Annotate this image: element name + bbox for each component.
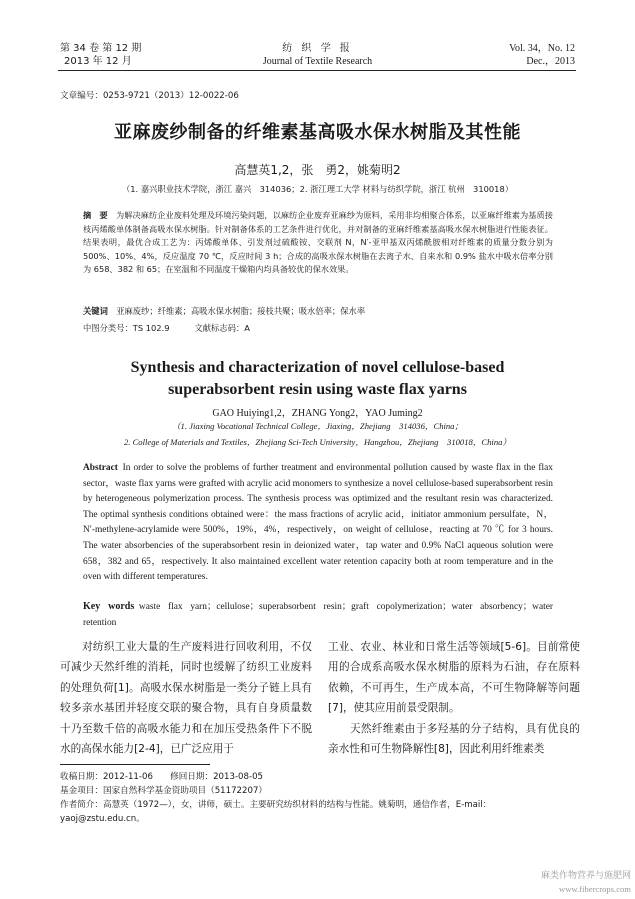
document-code: 文献标志码：A [194,323,250,333]
paper-title-en [0,357,635,401]
affiliation-cn: （1. 嘉兴职业技术学院，浙江 嘉兴 314036；2. 浙江理工大学 材料与纺织学院，浙江 杭州 310018） [121,184,514,194]
keywords-text-cn: 亚麻废纱；纤维素；高吸水保水树脂；接枝共聚；吸水倍率；保水率 [116,306,366,316]
authors-cn: 高慧英1,2，张 勇2，姚菊明2 [234,163,401,177]
footnote-block [60,770,560,826]
issue-volume-en: Vol. 34，No. 12 [509,43,575,54]
keywords-cn [83,305,365,317]
article-number: 文章编号：0253-9721（2013）12-0022-06 [60,91,239,101]
issue-volume: 第 34 卷 第 12 期 [60,43,142,54]
body-right-column [328,637,580,759]
paper-title-cn: 亚麻废纱制备的纤维素基高吸水保水树脂及其性能 [114,122,521,143]
affiliation-en-1: （1. Jiaxing Vocational Technical College，Jiaxing，Zhejiang 314036，China； [171,421,464,431]
keywords-label-en: Key words [83,601,135,612]
header-rule [58,70,576,71]
keywords-en [83,599,553,631]
issue-date-en: Dec.，2013 [526,56,575,67]
footnote-dates: 收稿日期：2012-11-06 修回日期：2013-08-05 [60,772,264,782]
body-right-paragraph-1: 工业、农业、林业和日常生活等领域[5-6]。目前常使用的合成系高吸水保水树脂的原料为石油，存在原料依赖，不可再生，生产成本高，不可生物降解等问题[7]，使其应用前景受限制。 [328,641,580,715]
issue-info-right [509,42,575,68]
authors-en: GAO Huiying1,2，ZHANG Yong2，YAO Juming2 [212,408,423,419]
abstract-cn [83,209,553,277]
body-right-paragraph-2: 天然纤维素由于多羟基的分子结构，具有优良的亲水性和可生物降解性[8]，因此利用纤维素类 [328,722,580,756]
classification-line [83,322,250,334]
keywords-label-cn: 关键词 [83,306,108,316]
journal-name-cn: 纺 织 学 报 [282,43,353,54]
paper-title-en-line1: Synthesis and characterization of novel cellulose-based [130,359,505,376]
watermark-url: www.fibercrops.com [559,884,631,894]
affiliation-en-2: 2. College of Materials and Textiles，Zhejiang Sci-Tech University，Hangzhou，Zhejiang 310018，China） [123,437,512,447]
abstract-text-en: In order to solve the problems of further treatment and environmental pollution caused by waste flax in the flax sector，waste flax yarns were grafted with acrylic acid monomers to synthesize a novel cellulose-based superabsorbent resin by heterogeneous polymerization process. The synthesis process was optimized and the resultant resin was characterized. The optimal synthesis conditions obtained were：the mass fractions of acrylic acid，initiator ammonium persulfate，N，N′-methylene-acrylamide were 500%，19%，4%，respectively，on weight of cellulose，reacting at 70 ℃ for 3 hours. The water absorbencies of the superabsorbent resin in deionized water，tap water and 0.9% NaCl aqueous solution were 658，382 and 65，respectively. It also maintained excellent water retention capacity both at room temperature and in the oven with different temperatures. [83,463,553,583]
footnote-fund: 基金项目：国家自然科学基金资助项目（51172207） [60,786,268,796]
abstract-en [83,461,553,586]
footnote-rule [60,764,210,765]
journal-name-en: Journal of Textile Research [262,56,373,67]
abstract-label-cn: 摘 要 [83,210,108,220]
paper-title-en-line2: superabsorbent resin using waste flax yarns [168,381,467,398]
body-left-column: 对纺织工业大量的生产废料进行回收利用，不仅可减少天然纤维的消耗，同时也缓解了纺织工业废料的处理负荷[1]。高吸水保水树脂是一类分子链上具有较多亲水基团并轻度交联的聚合物，具有自身质量数十乃至数千倍的高吸水能力和在加压受热条件下不脱水的高保水能力[2-4]，已广泛应用于 [60,641,312,756]
abstract-text-cn: 为解决麻纺企业废料处理及环境污染问题，以麻纺企业废弃亚麻纱为原料，采用非均相聚合体系，以亚麻纤维素为基质接枝丙烯酸单体制备高吸水保水树脂。针对制备体系的工艺条件进行优化，并对制备的亚麻纤维素基高吸水保水树脂进行性能表征。结果表明，最优合成工艺为：丙烯酸单体、引发剂过硫酸铵、交联剂 N，N′-亚甲基双丙烯酰胺相对纤维素的质量分数分别为 500%、10%、4%，反应温度 70 ℃，反应时间 3 h；合成的高吸水保水树脂在去离子水、自来水和 0.9% 盐水中吸水倍率分别为 658、382 和 65；在室温和不同温度干燥箱内均具备较优的保水效果。 [83,210,553,274]
keywords-text-en: waste flax yarn；cellulose；superabsorbent resin；graft copolymerization；water absorbency；water retention [83,602,553,628]
footnote-author: 作者简介：高慧英（1972—），女，讲师，硕士。主要研究纺织材料的结构与性能。姚菊明，通信作者，E-mail：yaoj@zstu.edu.cn。 [60,800,492,824]
abstract-label-en: Abstract [83,463,118,473]
issue-date: 2013 年 12 月 [64,56,132,67]
watermark-cn: 麻类作物营养与施肥网 [540,871,631,881]
clc-number: 中图分类号：TS 102.9 [83,323,170,333]
